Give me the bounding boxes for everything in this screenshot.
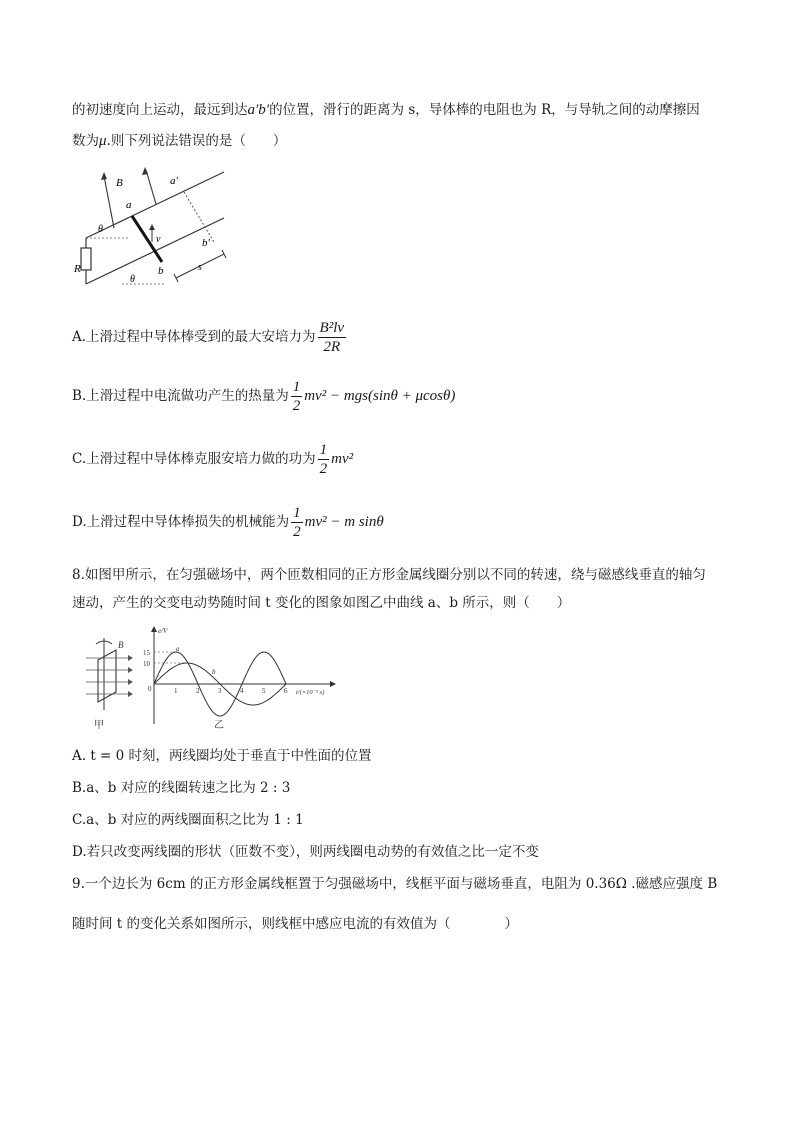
xtick-2: 2 — [196, 687, 200, 695]
problem8-line1: 8.如图甲所示，在匀强磁场中，两个匝数相同的正方形金属线圈分别以不同的转速，绕与磁感线垂直的轴匀 — [72, 567, 706, 583]
ytick-10: 10 — [143, 660, 150, 668]
option-C-text: C.上滑过程中导体棒克服安培力做的功为 — [72, 451, 316, 467]
problem9-line2: 随时间 t 的变化关系如图所示，则线框中感应电流的有效值为（ ） — [72, 916, 519, 932]
problem7-line2-text-b: .则下列说法错误的是（ ） — [106, 133, 287, 149]
label-B: B — [116, 177, 123, 189]
option-C-expression: mv² — [331, 451, 354, 467]
problem7-line1-math: a′b′ — [247, 102, 270, 118]
option-A-fraction — [318, 319, 347, 356]
option-B-text: B.上滑过程中电流做功产生的热量为 — [72, 388, 289, 404]
problem7-line1 — [72, 100, 700, 120]
problem7-line2-text-a: 数为 — [72, 133, 99, 149]
problem7-line1-text-b: 的位置，滑行的距离为 s，导体棒的电阻也为 R，与导轨之间的动摩擦因 — [269, 102, 700, 118]
problem7-line2 — [72, 131, 286, 151]
emf-graph — [142, 624, 342, 732]
option-D-fraction — [291, 504, 303, 541]
label-a-prime: a′ — [170, 175, 178, 187]
label-theta-bottom: θ — [130, 274, 135, 285]
coil-label-B: B — [118, 640, 124, 650]
option-D — [72, 503, 384, 541]
option-A-denominator: 2R — [323, 339, 341, 355]
label-a: a — [126, 199, 132, 211]
problem8-option-C: C.a、b 对应的两线圈面积之比为 1 : 1 — [72, 812, 304, 828]
xtick-3: 3 — [218, 687, 222, 695]
problem7-line1-text-a: 的初速度向上运动，最远到达 — [72, 102, 248, 118]
graph-xlabel: t/(×10⁻² s) — [296, 689, 325, 696]
option-B — [72, 377, 455, 415]
label-jia: 甲 — [94, 720, 104, 731]
xtick-6: 6 — [284, 687, 288, 695]
option-B-denominator: 2 — [292, 398, 301, 414]
problem9-line1: 9.一个边长为 6cm 的正方形金属线框置于匀强磁场中，线框平面与磁场垂直，电阻为 0.36Ω .磁感应强度 B — [72, 876, 718, 892]
option-A-text: A.上滑过程中导体棒受到的最大安培力为 — [72, 329, 316, 345]
graph-ylabel: e/V — [158, 627, 168, 635]
resistor-icon — [81, 248, 91, 270]
problem8-line2: 速动，产生的交变电动势随时间 t 变化的图象如图乙中曲线 a、b 所示，则（ ） — [72, 595, 571, 611]
option-B-expression: mv² − mgs(sinθ + μcosθ) — [304, 388, 456, 404]
incline-rail-figure — [74, 166, 234, 294]
option-D-text: D.上滑过程中导体棒损失的机械能为 — [72, 514, 290, 530]
coil-figure — [78, 636, 138, 732]
problem8-option-B: B.a、b 对应的线圈转速之比为 2 : 3 — [72, 780, 291, 796]
option-C-fraction — [318, 441, 330, 478]
option-D-denominator: 2 — [293, 524, 301, 540]
label-R: R — [74, 263, 81, 275]
problem7-line2-mu: μ — [99, 133, 107, 149]
option-B-fraction — [291, 378, 303, 415]
label-v: v — [156, 234, 161, 245]
ytick-15: 15 — [143, 649, 150, 657]
option-C — [72, 440, 353, 478]
option-D-numerator: 1 — [293, 505, 301, 521]
curve-b-label: b — [212, 668, 216, 676]
graph-origin: 0 — [148, 685, 152, 693]
problem8-option-D: D.若只改变两线圈的形状（匝数不变），则两线圈电动势的有效值之比一定不变 — [72, 844, 539, 860]
option-C-numerator: 1 — [319, 442, 328, 458]
label-theta-top: θ — [98, 224, 103, 235]
curve-a-label: a — [176, 645, 180, 653]
option-D-expression: mv² − m sinθ — [304, 514, 384, 530]
option-C-denominator: 2 — [319, 461, 328, 477]
problem8-option-A: A. t = 0 时刻，两线圈均处于垂直于中性面的位置 — [72, 748, 372, 764]
label-b: b — [158, 265, 164, 277]
option-A — [72, 318, 348, 356]
label-b-prime: b′ — [202, 237, 210, 249]
xtick-5: 5 — [262, 687, 266, 695]
label-yi: 乙 — [214, 720, 224, 731]
option-B-numerator: 1 — [292, 379, 301, 395]
option-A-numerator: B²lv — [319, 320, 345, 336]
label-s: s — [198, 262, 202, 273]
xtick-1: 1 — [174, 687, 178, 695]
xtick-4: 4 — [240, 687, 244, 695]
